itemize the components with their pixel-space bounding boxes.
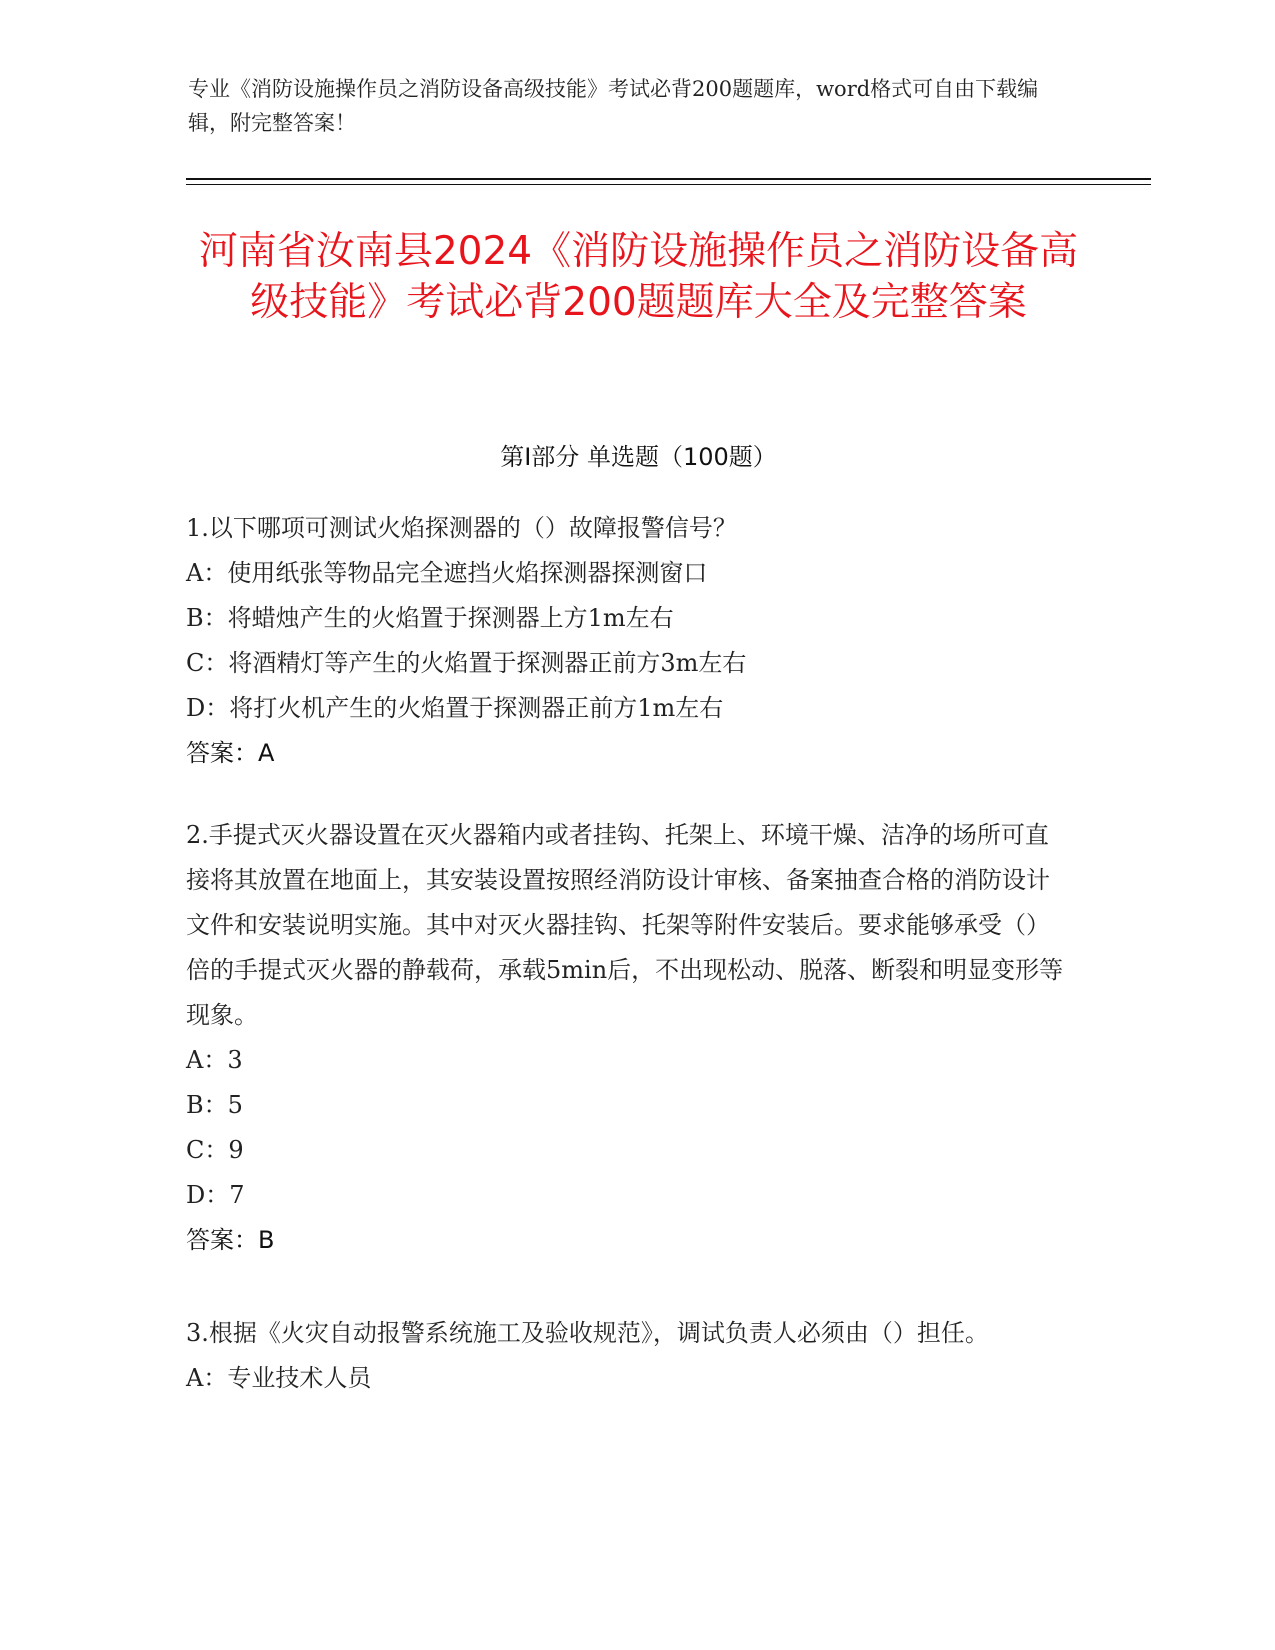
answer-line (186, 1218, 1066, 1263)
option-b: B：将蜡烛产生的火焰置于探测器上方1m左右 (186, 604, 674, 632)
header-note: 专业《消防设施操作员之消防设备高级技能》考试必背200题题库，word格式可自由下载编辑，附完整答案！ (188, 77, 1039, 135)
answer-value: B (258, 1226, 275, 1254)
answer-label: 答案： (186, 1226, 258, 1254)
question-stem: 2.手提式灭火器设置在灭火器箱内或者挂钩、托架上、环境干燥、洁净的场所可直接将其放置在地面上，其安装设置按照经消防设计审核、备案抽查合格的消防设计文件和安装说明实施。其中对灭火器挂钩、托架等附件安装后。要求能够承受（）倍的手提式灭火器的静载荷，承载5min后，不出现松动、脱落、断裂和明显变形等现象。 (186, 821, 1064, 1029)
option-b: B：5 (186, 1091, 243, 1119)
question-3 (186, 1311, 1066, 1401)
answer-line (186, 731, 1066, 776)
option-c: C：将酒精灯等产生的火焰置于探测器正前方3m左右 (186, 649, 747, 677)
question-stem: 3.根据《火灾自动报警系统施工及验收规范》，调试负责人必须由（）担任。 (186, 1319, 989, 1347)
answer-label: 答案： (186, 739, 258, 767)
header-divider-thin (186, 184, 1151, 185)
document-title: 河南省汝南县2024《消防设施操作员之消防设备高级技能》考试必背200题题库大全及完整答案 (198, 229, 1079, 325)
option-a: A：使用纸张等物品完全遮挡火焰探测器探测窗口 (186, 559, 708, 587)
option-a: A：3 (186, 1046, 243, 1074)
option-d: D：7 (186, 1181, 245, 1209)
option-d: D：将打火机产生的火焰置于探测器正前方1m左右 (186, 694, 724, 722)
header-divider-thick (186, 178, 1151, 180)
question-stem: 1.以下哪项可测试火焰探测器的（）故障报警信号？ (186, 514, 737, 542)
answer-value: A (258, 739, 275, 767)
option-a: A：专业技术人员 (186, 1364, 372, 1392)
question-2 (186, 813, 1066, 1263)
section-heading: 第Ⅰ部分 单选题（100题） (500, 443, 777, 471)
option-c: C：9 (186, 1136, 244, 1164)
question-1 (186, 506, 1066, 776)
